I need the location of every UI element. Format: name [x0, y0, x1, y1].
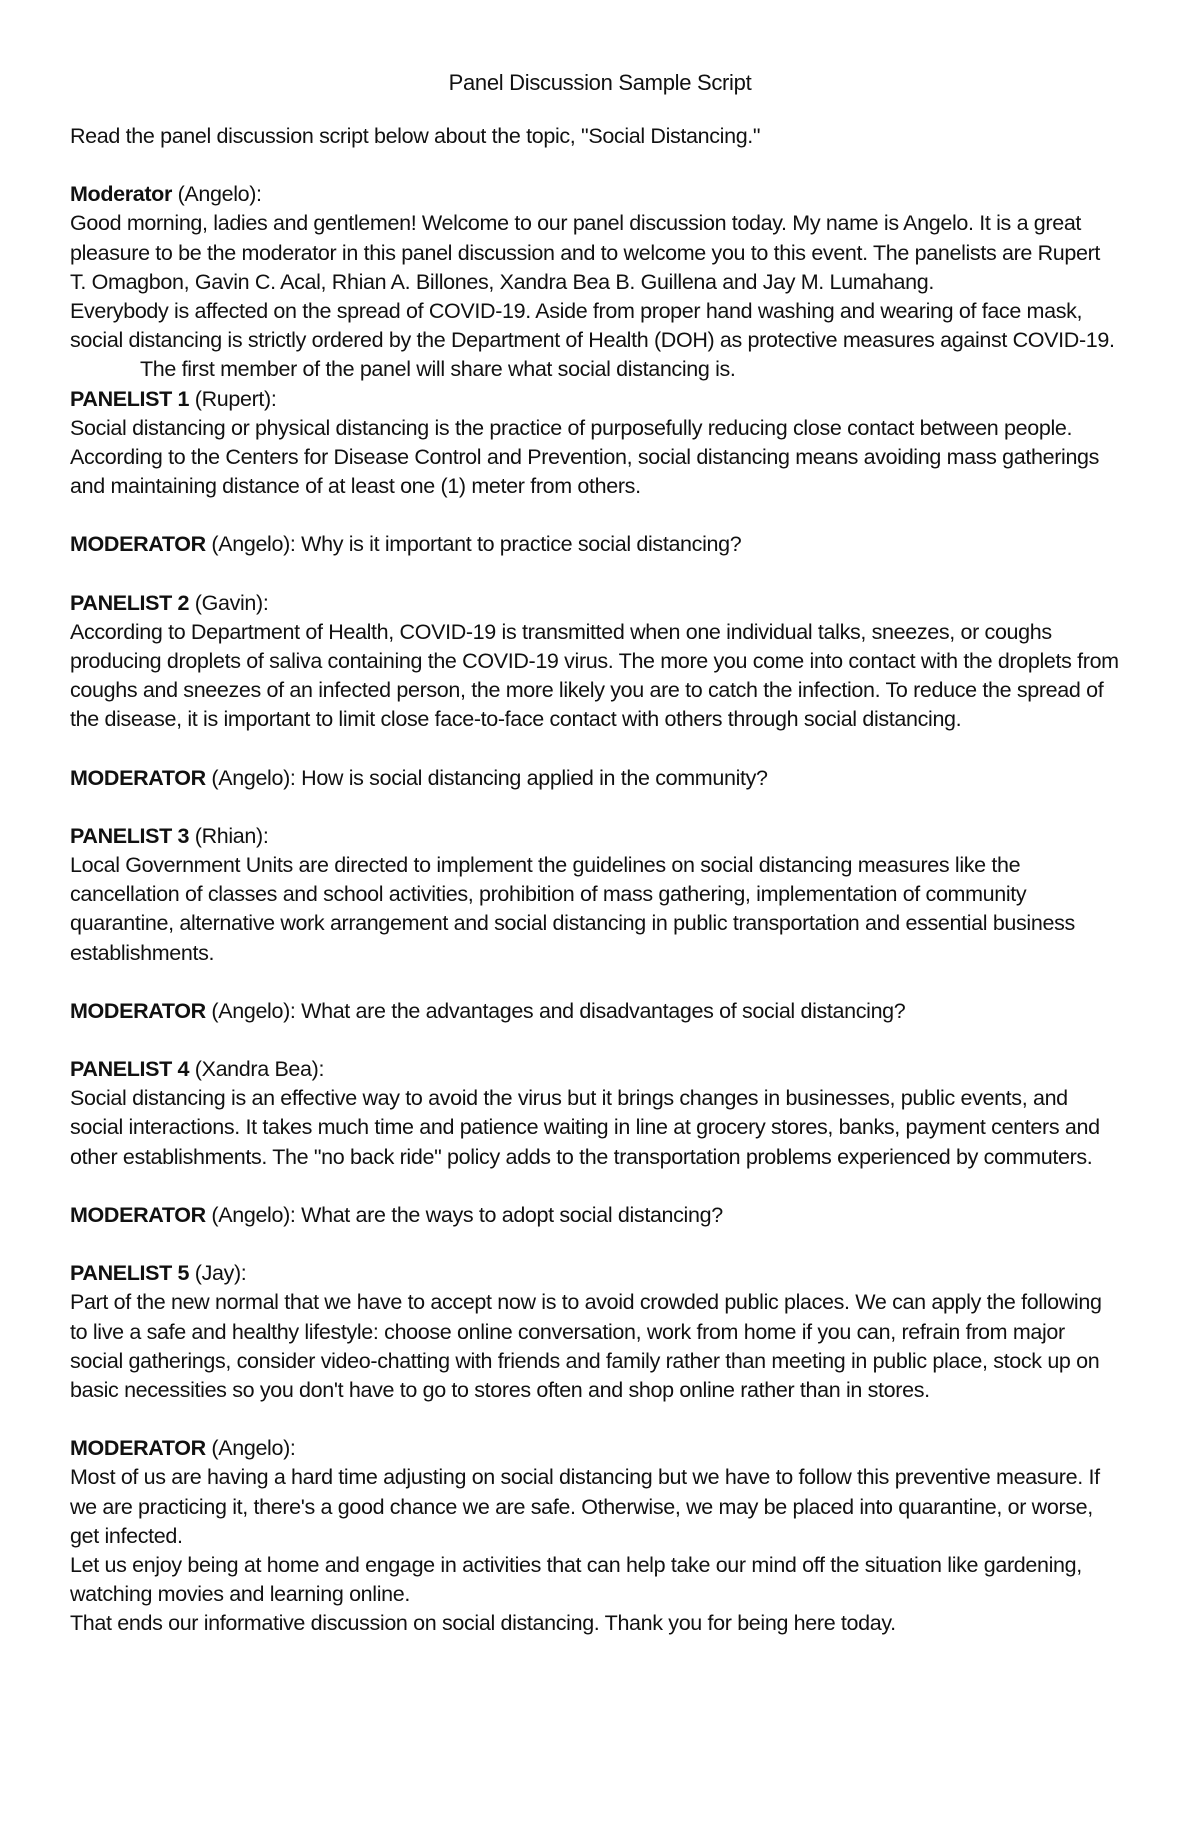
script-line: Local Government Units are directed to implement the guidelines on social distancing measures like the — [70, 853, 1021, 878]
speaker-role: (Angelo): — [205, 1436, 296, 1461]
speaker-name: MODERATOR — [70, 532, 206, 557]
spacer — [70, 560, 1130, 589]
script-line: and maintaining distance of at least one (1) meter from others. — [70, 474, 641, 499]
speaker-role: (Angelo): What are the ways to adopt social distancing? — [205, 1202, 723, 1227]
spacer — [70, 1405, 1130, 1434]
script-line: coughs and sneezes of an infected person, the more likely you are to catch the infection. To reduce the spread of — [70, 678, 1104, 703]
speaker-heading — [70, 997, 1130, 1026]
script-line: According to the Centers for Disease Control and Prevention, social distancing means avoiding mass gatherings — [70, 445, 1100, 470]
speaker-role: (Gavin): — [189, 590, 269, 615]
script-line: the disease, it is important to limit close face-to-face contact with others through social distancing. — [70, 707, 962, 732]
script-line: watching movies and learning online. — [70, 1582, 410, 1607]
script-line: get infected. — [70, 1523, 183, 1548]
speaker-heading — [70, 1201, 1130, 1230]
speaker-role: (Rupert): — [189, 386, 277, 411]
speaker-name: MODERATOR — [70, 998, 206, 1023]
spacer — [70, 793, 1130, 822]
speaker-role: (Xandra Bea): — [189, 1057, 325, 1082]
script-line: Let us enjoy being at home and engage in activities that can help take our mind off the situation like gardening, — [70, 1552, 1082, 1577]
speaker-name: PANELIST 3 — [70, 823, 190, 848]
speaker-name: MODERATOR — [70, 765, 206, 790]
speaker-role: (Angelo): — [171, 182, 262, 207]
speaker-heading — [70, 180, 1130, 209]
speaker-role: (Rhian): — [189, 823, 269, 848]
script-line: social interactions. It takes much time and patience waiting in line at grocery stores, banks, payment centers and — [70, 1115, 1100, 1140]
speaker-name: MODERATOR — [70, 1436, 206, 1461]
speaker-heading — [70, 589, 1130, 618]
spacer — [70, 501, 1130, 530]
speaker-heading — [70, 1055, 1130, 1084]
speaker-heading — [70, 1259, 1130, 1288]
script-line: Everybody is affected on the spread of COVID-19. Aside from proper hand washing and wearing of face mask, — [70, 299, 1083, 324]
script-line: Good morning, ladies and gentlemen! Welcome to our panel discussion today. My name is Angelo. It is a great — [70, 211, 1082, 236]
spacer — [70, 1230, 1130, 1259]
spacer — [70, 735, 1130, 764]
document-title: Panel Discussion Sample Script — [448, 70, 752, 95]
speaker-role: (Angelo): Why is it important to practice social distancing? — [205, 532, 742, 557]
speaker-name: PANELIST 5 — [70, 1261, 190, 1286]
script-line: That ends our informative discussion on social distancing. Thank you for being here today. — [70, 1611, 896, 1636]
speaker-heading — [70, 530, 1130, 559]
script-line: basic necessities so you don't have to go to stores often and shop online rather than in stores. — [70, 1377, 930, 1402]
script-line: other establishments. The "no back ride" policy adds to the transportation problems experienced by commuters. — [70, 1144, 1093, 1169]
script-line: establishments. — [70, 940, 215, 965]
speaker-name: PANELIST 2 — [70, 590, 190, 615]
script-line: pleasure to be the moderator in this panel discussion and to welcome you to this event. The panelists are Rupert — [70, 240, 1101, 265]
speaker-heading — [70, 1434, 1130, 1463]
speaker-name: MODERATOR — [70, 1202, 206, 1227]
intro-text: Read the panel discussion script below about the topic, "Social Distancing." — [70, 124, 761, 148]
speaker-role: (Angelo): What are the advantages and disadvantages of social distancing? — [205, 998, 906, 1023]
script-line: social distancing is strictly ordered by the Department of Health (DOH) as protective measures against COVID-19. — [70, 328, 1115, 353]
script-line: Social distancing or physical distancing is the practice of purposefully reducing close contact between people. — [70, 415, 1073, 440]
speaker-name: PANELIST 4 — [70, 1057, 190, 1082]
speaker-name: PANELIST 1 — [70, 386, 190, 411]
speaker-role: (Jay): — [189, 1261, 247, 1286]
script-line: According to Department of Health, COVID-19 is transmitted when one individual talks, sneezes, or coughs — [70, 619, 1052, 644]
script-line: producing droplets of saliva containing the COVID-19 virus. The more you come into contact with the droplets from — [70, 649, 1119, 674]
script-line: social gatherings, consider video-chatting with friends and family rather than meeting in public place, stock up on — [70, 1348, 1100, 1373]
spacer — [70, 151, 1130, 180]
script-line: Most of us are having a hard time adjusting on social distancing but we have to follow this preventive measure. If — [70, 1465, 1100, 1490]
script-line: cancellation of classes and school activities, prohibition of mass gathering, implementation of community — [70, 882, 1027, 907]
script-line: Part of the new normal that we have to accept now is to avoid crowded public places. We can apply the following — [70, 1290, 1102, 1315]
spacer — [70, 1026, 1130, 1055]
speaker-heading — [70, 764, 1130, 793]
script-line: quarantine, alternative work arrangement and social distancing in public transportation and essential business — [70, 911, 1075, 936]
script-line: Social distancing is an effective way to avoid the virus but it brings changes in businesses, public events, and — [70, 1086, 1068, 1111]
script-line: we are practicing it, there's a good chance we are safe. Otherwise, we may be placed into quarantine, or worse, — [70, 1494, 1093, 1519]
speaker-role: (Angelo): How is social distancing applied in the community? — [205, 765, 768, 790]
spacer — [70, 1172, 1130, 1201]
speaker-heading — [70, 822, 1130, 851]
spacer — [70, 968, 1130, 997]
script-line: to live a safe and healthy lifestyle: choose online conversation, work from home if you can, refrain from major — [70, 1319, 1065, 1344]
speaker-heading — [70, 385, 1130, 414]
script-line-indented: The first member of the panel will share what social distancing is. — [140, 357, 736, 382]
script-line: T. Omagbon, Gavin C. Acal, Rhian A. Billones, Xandra Bea B. Guillena and Jay M. Lumahang. — [70, 269, 934, 294]
speaker-name: Moderator — [70, 182, 172, 207]
